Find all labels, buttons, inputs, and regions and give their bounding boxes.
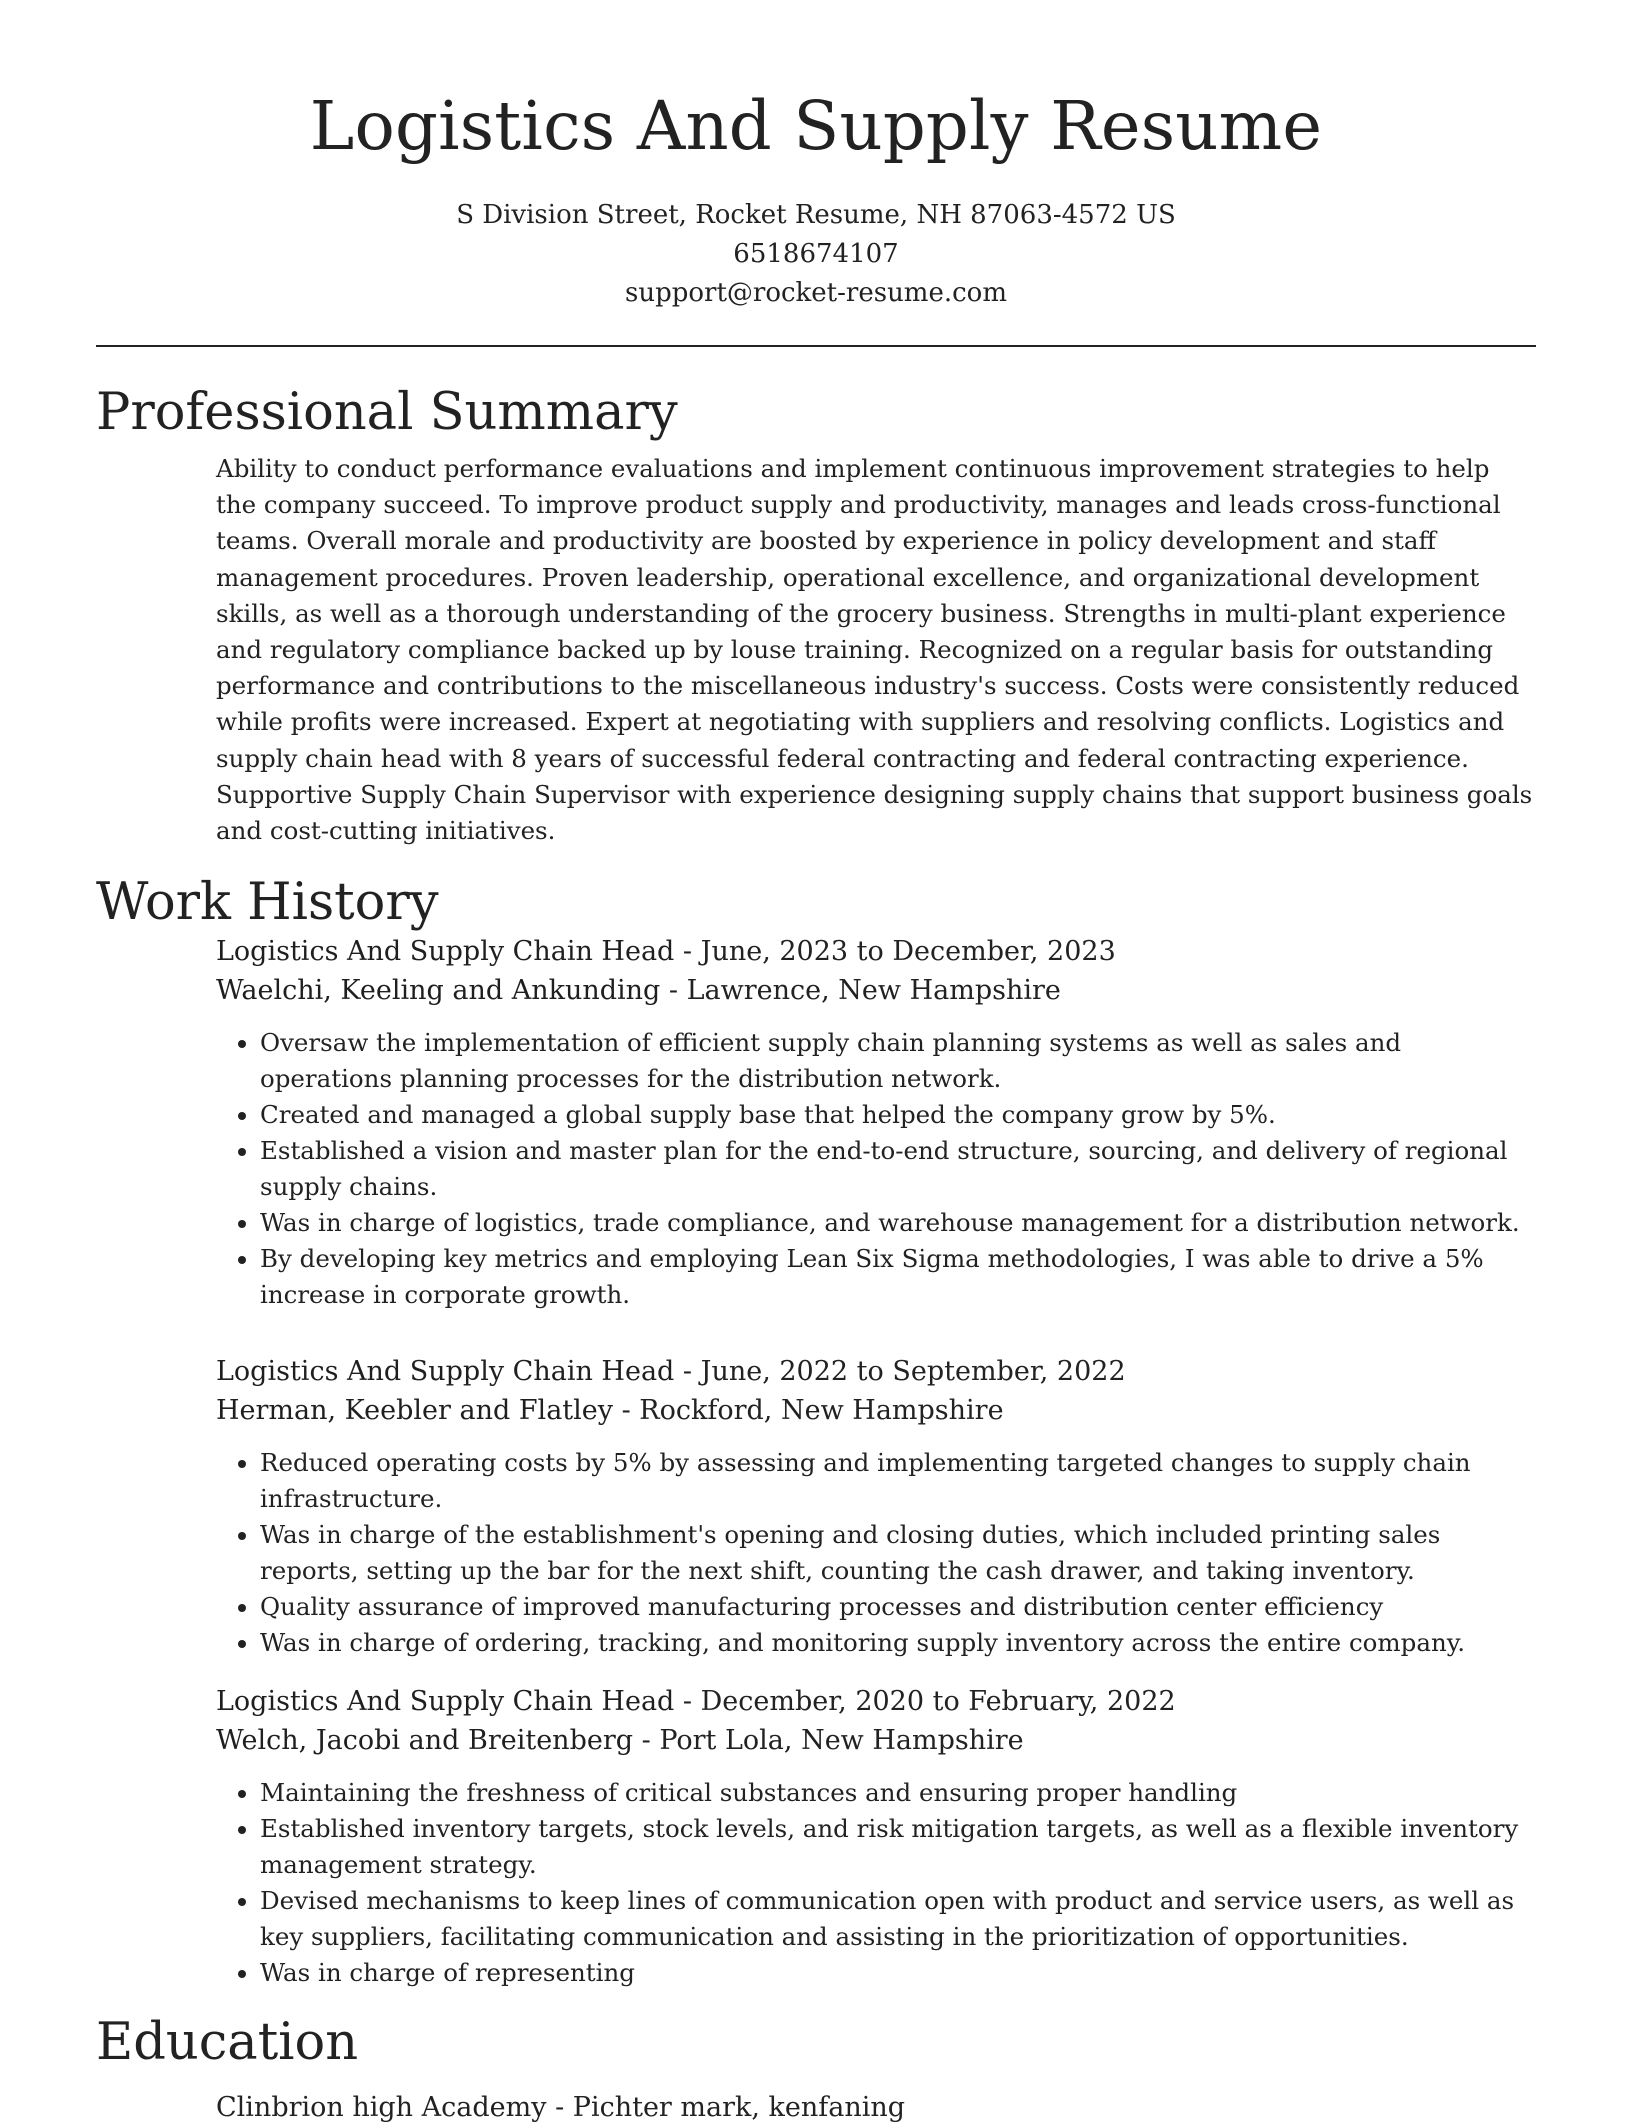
job-role: Logistics And Supply Chain Head (216, 1686, 675, 1718)
summary-section (216, 451, 1536, 849)
education-entry: Clinbrion high Academy - Pichter mark, kenfaning (216, 2092, 906, 2124)
job-company-line (216, 972, 1536, 1011)
job-duties-list (216, 1025, 1536, 1313)
list-item: • Was in charge of ordering, tracking, and monitoring supply inventory across the entire company. (260, 1625, 1536, 1661)
job-title-line (216, 1683, 1536, 1722)
list-item: • By developing key metrics and employing Lean Six Sigma methodologies, I was able to drive a 5% increase in corporate growth. (260, 1241, 1536, 1313)
job-entry-2 (216, 1353, 1536, 1661)
list-item: • Was in charge of logistics, trade compliance, and warehouse management for a distribution network. (260, 1205, 1536, 1241)
job-company-line (216, 1392, 1536, 1431)
job-location: - Lawrence, New Hampshire (660, 974, 1061, 1006)
list-item: • Was in charge of representing (260, 1955, 1536, 1991)
education-heading: Education (96, 2013, 359, 2073)
job-role: Logistics And Supply Chain Head (216, 1356, 675, 1388)
job-dates: - June, 2022 to September, 2022 (674, 1356, 1126, 1388)
header-divider (96, 345, 1536, 347)
job-dates: - December, 2020 to February, 2022 (674, 1686, 1176, 1718)
phone-text: 6518674107 (733, 239, 899, 269)
job-entry-3 (216, 1683, 1536, 1991)
work-history-heading: Work History (96, 873, 439, 933)
job-company: Welch, Jacobi and Breitenberg (216, 1724, 634, 1756)
contact-block (96, 196, 1536, 313)
job-title-line (216, 933, 1536, 972)
job-company-line (216, 1722, 1536, 1761)
job-title-line (216, 1353, 1536, 1392)
list-item: • Established inventory targets, stock levels, and risk mitigation targets, as well as a flexible inventory management strategy. (260, 1811, 1536, 1883)
list-item: • Quality assurance of improved manufacturing processes and distribution center efficiency (260, 1589, 1536, 1625)
resume-header (96, 0, 1536, 313)
job-location: - Port Lola, New Hampshire (633, 1724, 1024, 1756)
job-company: Waelchi, Keeling and Ankunding (216, 974, 661, 1006)
job-duties-list (216, 1445, 1536, 1661)
job-role: Logistics And Supply Chain Head (216, 936, 675, 968)
job-duties-list (216, 1775, 1536, 1991)
summary-paragraph: Ability to conduct performance evaluations and implement continuous improvement strategies to help the company succeed. To improve product supply and productivity, manages and leads cross-functional teams. Overall morale and productivity are boosted by experience in policy development and staff management procedures. Proven leadership, operational excellence, and organizational development skills, as well as a thorough understanding of the grocery business. Strengths in multi-plant experience and regulatory compliance backed up by louse training. Recognized on a regular basis for outstanding performance and contributions to the miscellaneous industry's success. Costs were consistently reduced while profits were increased. Expert at negotiating with suppliers and resolving conflicts. Logistics and supply chain head with 8 years of successful federal contracting and federal contracting experience. Supportive Supply Chain Supervisor with experience designing supply chains that support business goals and cost-cutting initiatives. (216, 454, 1533, 846)
list-item: • Reduced operating costs by 5% by assessing and implementing targeted changes to supply chain infrastructure. (260, 1445, 1536, 1517)
list-item: • Was in charge of the establishment's opening and closing duties, which included printing sales reports, setting up the bar for the next shift, counting the cash drawer, and taking inventory. (260, 1517, 1536, 1589)
list-item: • Maintaining the freshness of critical substances and ensuring proper handling (260, 1775, 1536, 1811)
list-item: • Devised mechanisms to keep lines of communication open with product and service users, as well as key suppliers, facilitating communication and assisting in the prioritization of opportunities. (260, 1883, 1536, 1955)
job-location: - Rockford, New Hampshire (613, 1394, 1004, 1426)
summary-heading: Professional Summary (96, 383, 678, 442)
job-company: Herman, Keebler and Flatley (216, 1394, 614, 1426)
list-item: • Created and managed a global supply base that helped the company grow by 5%. (260, 1097, 1536, 1133)
address-text: S Division Street, Rocket Resume, NH 87063-4572 US (456, 200, 1176, 230)
list-item: • Established a vision and master plan for the end-to-end structure, sourcing, and delivery of regional supply chains. (260, 1133, 1536, 1205)
list-item: • Oversaw the implementation of efficient supply chain planning systems as well as sales and operations planning processes for the distribution network. (260, 1025, 1536, 1097)
job-entry-1 (216, 933, 1536, 1313)
resume-title: Logistics And Supply Resume (309, 87, 1323, 165)
email-text: support@rocket-resume.com (624, 278, 1007, 308)
job-dates: - June, 2023 to December, 2023 (674, 936, 1116, 968)
